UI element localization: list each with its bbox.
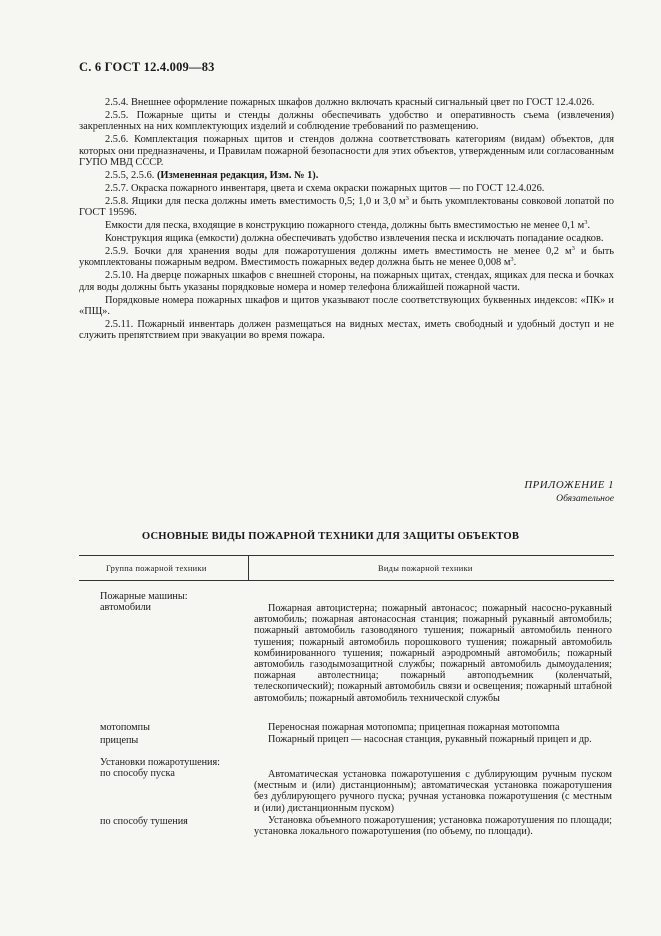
paragraph-text: 2.5.9. Бочки для хранения воды для пожаротушения должны иметь вместимость не менее 0,2 м [105, 245, 572, 257]
group-label: мотопомпы [100, 722, 150, 733]
group-label: автомобили [100, 602, 152, 613]
amendment-note: (Измененная редакция, Изм. № 1). [156, 169, 319, 181]
types-description: Пожарная автоцистерна; пожарный автонасос; пожарный насосно-рукавный автомобиль; пожарная автонасосная станция; пожарный рукавный автомобиль; пожарный автомобиль газоводяного тушения; пожарный автомобиль пенного тушения; пожарный автомобиль порошкового тушения; пожарный автомобиль комбинированного тушения; пожарный аэродромный автомобиль; пожарный автомобиль газодымозащитной службы; пожарный автомобиль дымоудаления; пожарная автолестница; пожарный автоподъемник (коленчатый, телескопический); пожарный автомобиль связи и освещения; пожарный штабной автомобиль; пожарный автомобиль технической службы [254, 603, 612, 704]
paragraph-text: 2.5.5, 2.5.6. [105, 169, 157, 181]
group-label: Установки пожаротушения: [100, 757, 221, 768]
paragraph: 2.5.5. Пожарные щиты и стенды должны обеспечивать удобство и оперативность съема (извлечения) закрепленных на них комплектующих изделий и соблюдение требований по размещению. [79, 109, 614, 133]
superscript: 3 [584, 219, 588, 227]
superscript: 3 [571, 244, 575, 252]
column-header-group: Группа пожарной техники [106, 564, 207, 573]
paragraph: 2.5.11. Пожарный инвентарь должен размещаться на видных местах, иметь свободный и удобный доступ и не служить препятствием при эвакуации во время пожара. [79, 318, 614, 342]
paragraph: 2.5.7. Окраска пожарного инвентаря, цвета и схема окраски пожарных щитов — по ГОСТ 12.4.026. [105, 182, 545, 194]
paragraph-text: . [587, 220, 591, 232]
document-body [79, 97, 614, 343]
paragraph: 2.5.6. Комплектация пожарных щитов и стендов должна соответствовать категориям (видам) объектов, для которых они предназначены, и Правилам пожарной безопасности для этих объектов, утвержденным или согласованным ГУПО МВД СССР. [79, 134, 614, 169]
table-column-divider [248, 555, 249, 580]
types-description: Пожарный прицеп — насосная станция, рукавный пожарный прицеп и др. [268, 734, 592, 745]
types-description: Установка объемного пожаротушения; установка пожаротушения по площади; установка локального пожаротушения (по объему, по площади). [254, 815, 612, 838]
group-label: прицепы [100, 735, 139, 746]
table-title: ОСНОВНЫЕ ВИДЫ ПОЖАРНОЙ ТЕХНИКИ ДЛЯ ЗАЩИТЫ ОБЪЕКТОВ [141, 531, 520, 542]
table-header-rule [79, 580, 614, 581]
appendix-subtitle: Обязательное [556, 493, 614, 504]
group-label: по способу пуска [100, 768, 175, 779]
paragraph: Конструкция ящика (емкости) должна обеспечивать удобство извлечения песка и исключать попадание осадков. [105, 232, 604, 244]
superscript: 3 [510, 256, 514, 264]
paragraph [79, 220, 614, 231]
column-header-types: Виды пожарной техники [378, 564, 473, 573]
appendix-title: ПРИЛОЖЕНИЕ 1 [524, 479, 614, 491]
types-description: Переносная пожарная мотопомпа; прицепная пожарная мотопомпа [268, 722, 560, 733]
paragraph-text: 2.5.8. Ящики для песка должны иметь вместимость 0,5; 1,0 и 3,0 м [105, 195, 406, 207]
paragraph: Порядковые номера пожарных шкафов и щитов указывают после соответствующих буквенных индексов: «ПК» и «ПЩ». [79, 294, 614, 317]
types-description: Автоматическая установка пожаротушения с дублирующим ручным пуском (местным и (или) дистанционным); автоматическая установка пожаротушения без дублирующего ручного пуска; ручная установка пожаротушения (с местным и (или) дистанционным пуском) [254, 769, 612, 814]
table-top-rule [79, 555, 614, 556]
appendix-label [524, 479, 614, 504]
superscript: 3 [405, 194, 409, 202]
paragraph-text: . [513, 257, 517, 269]
paragraph [79, 196, 614, 219]
paragraph [79, 170, 614, 181]
page-header: С. 6 ГОСТ 12.4.009—83 [79, 60, 215, 74]
paragraph [79, 246, 614, 269]
group-label: Пожарные машины: [100, 591, 188, 602]
paragraph: 2.5.4. Внешнее оформление пожарных шкафов должно включать красный сигнальный цвет по ГОСТ 12.4.026. [105, 97, 595, 108]
paragraph-text: и быть укомплектованы совковой лопатой по ГОСТ 19596. [79, 195, 614, 219]
paragraph-text: Емкости для песка, входящие в конструкцию пожарного стенда, должны быть вместимостью не менее 0,1 м [105, 220, 585, 232]
paragraph-text: и быть укомплектованы пожарным ведром. Вместимость пожарных ведер должна быть не менее 0,008 м [79, 245, 614, 269]
group-label: по способу тушения [100, 816, 188, 827]
paragraph: 2.5.10. На дверце пожарных шкафов с внешней стороны, на пожарных щитах, стендах, ящиках для песка и бочках для воды должны быть указаны порядковые номера и номер телефона ближайшей пожарной части. [79, 270, 614, 293]
